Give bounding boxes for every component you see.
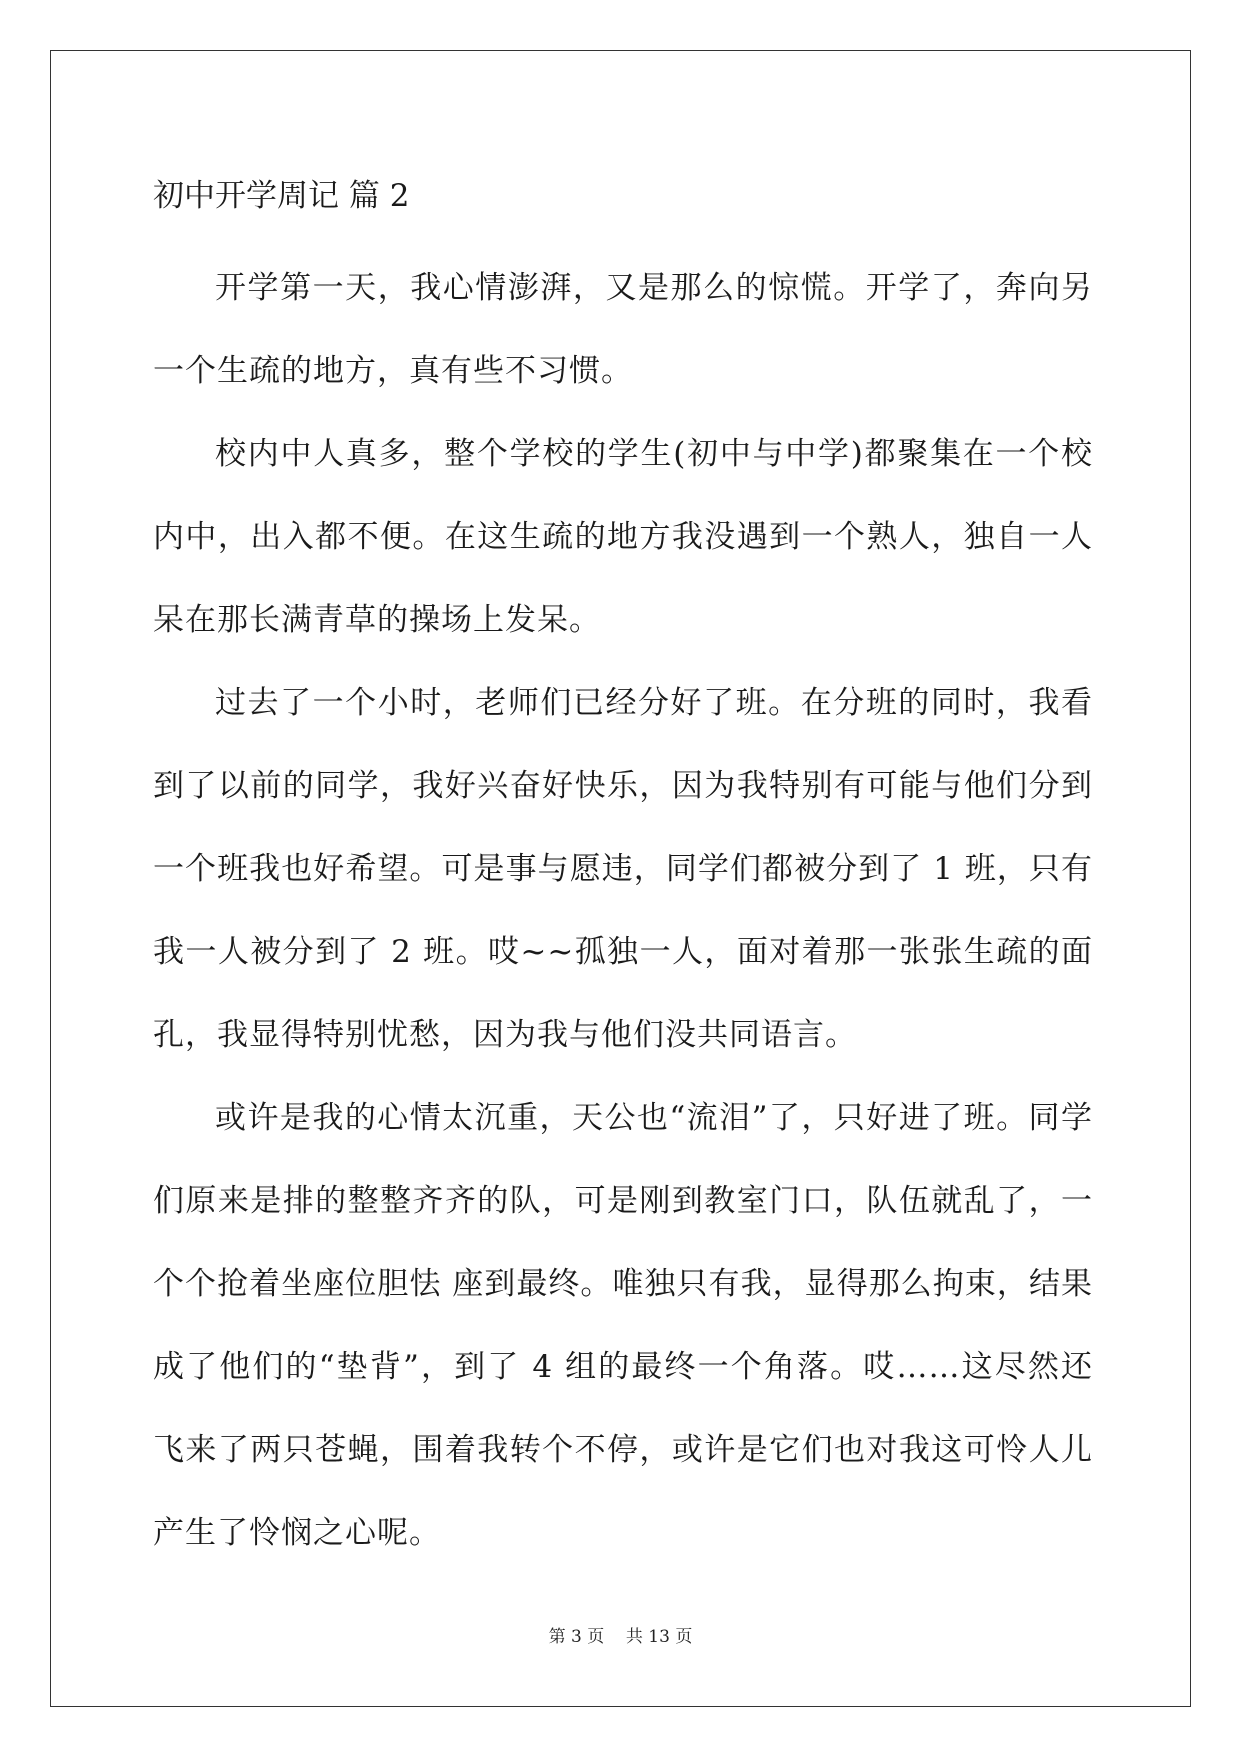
document-title: 初中开学周记 篇 2 xyxy=(153,178,410,214)
paragraph-1: 开学第一天，我心情澎湃，又是那么的惊慌。开学了，奔向另一个生疏的地方，真有些不习惯。 xyxy=(153,270,1093,389)
document-body xyxy=(153,165,1093,1575)
paragraph-4: 或许是我的心情太沉重，天公也“流泪”了，只好进了班。同学们原来是排的整整齐齐的队，可是刚到教室门口，队伍就乱了，一个个抢着坐座位胆怯 座到最终。唯独只有我，显得那么拘束，结果成了他们的“垫背”，到了 4 组的最终一个角落。哎……这尽然还飞来了两只苍蝇，围着我转个不停，或许是它们也对我这可怜人儿产生了怜悯之心呢。 xyxy=(153,1100,1093,1551)
paragraph-3: 过去了一个小时，老师们已经分好了班。在分班的同时，我看到了以前的同学，我好兴奋好快乐，因为我特别有可能与他们分到一个班我也好希望。可是事与愿违，同学们都被分到了 1 班，只有我一人被分到了 2 班。哎~~孤独一人，面对着那一张张生疏的面孔，我显得特别忧愁，因为我与他们没共同语言。 xyxy=(153,685,1093,1053)
paragraph-2: 校内中人真多，整个学校的学生(初中与中学)都聚集在一个校内中，出入都不便。在这生疏的地方我没遇到一个熟人，独自一人呆在那长满青草的操场上发呆。 xyxy=(153,436,1093,638)
page-number-footer: 第 3 页 共 13 页 xyxy=(548,1627,693,1647)
